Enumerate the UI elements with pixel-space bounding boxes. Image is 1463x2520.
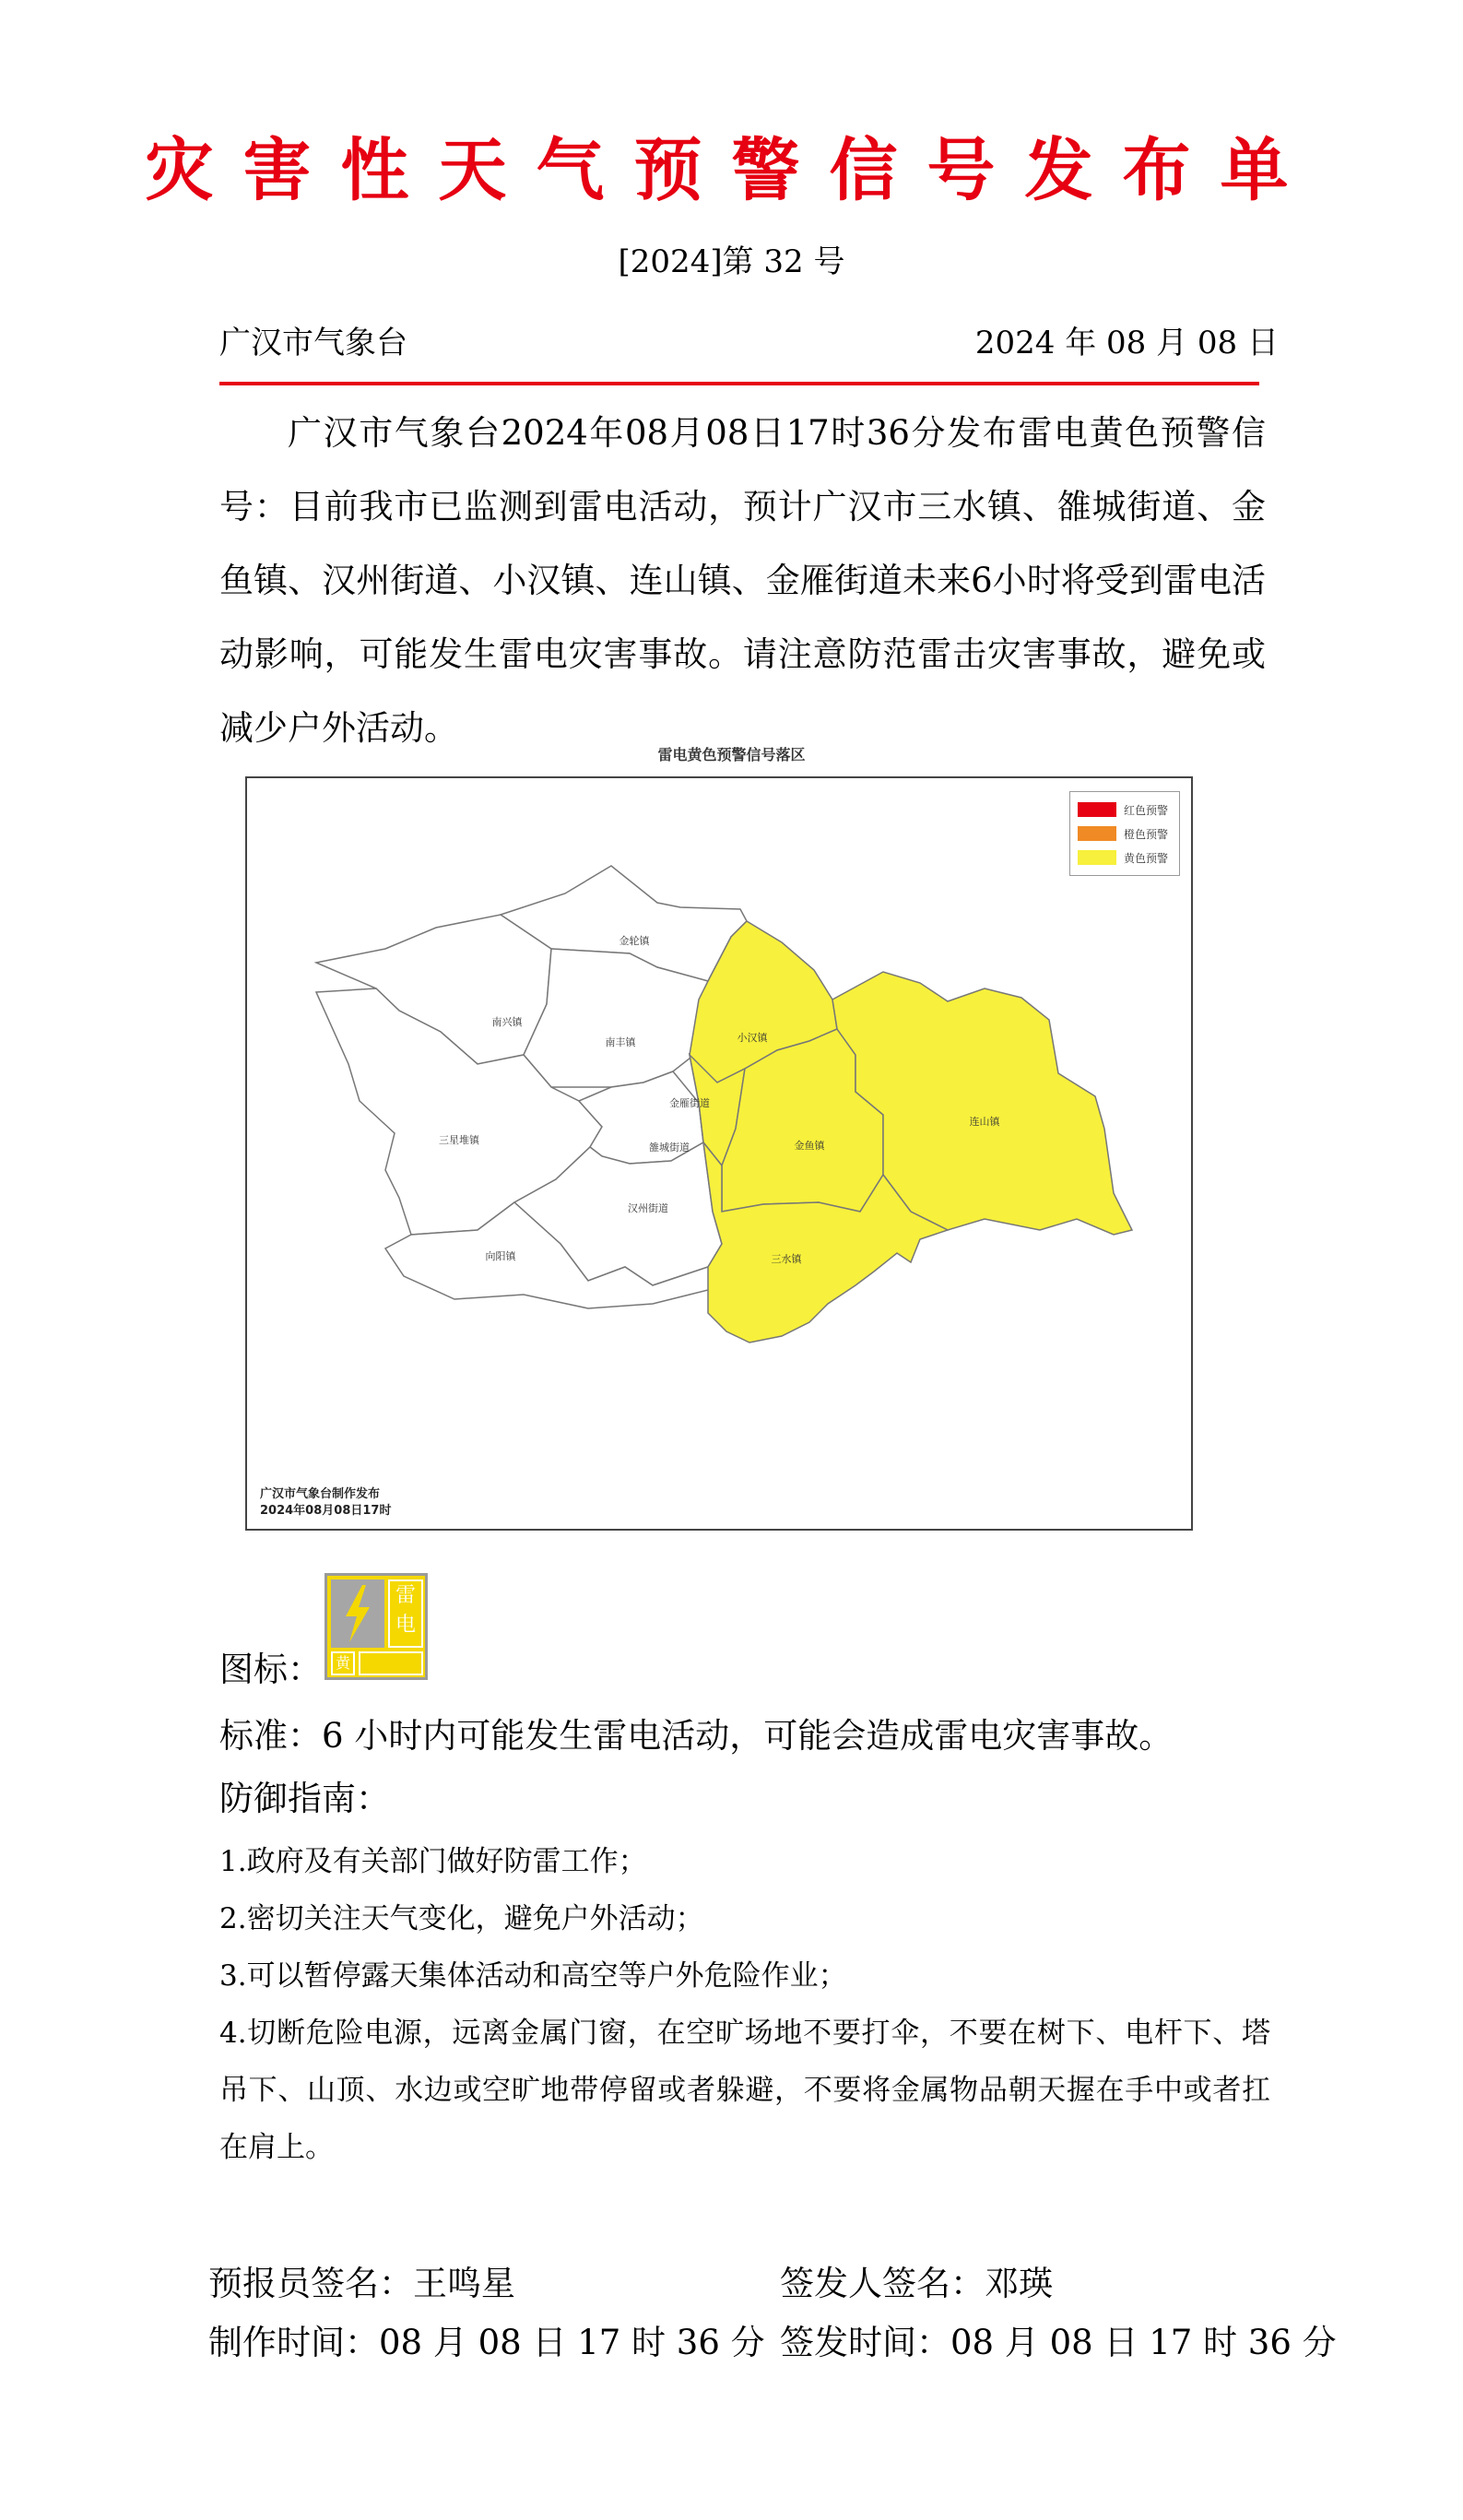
icon-level: 黄 (331, 1651, 355, 1675)
label-lianshan: 连山镇 (969, 1116, 1000, 1128)
standard-text: 标准：6 小时内可能发生雷电活动，可能会造成雷电灾害事故。 (219, 1716, 1174, 1756)
legend-swatch (1078, 850, 1116, 865)
label-jinyan: 金雁街道 (669, 1097, 710, 1109)
label-jinyu: 金鱼镇 (794, 1140, 825, 1152)
legend-item-orange (1078, 822, 1172, 846)
forecaster-name: 王鸣星 (413, 2264, 515, 2303)
map-legend (1069, 791, 1180, 876)
document-number: [2024]第 32 号 (618, 243, 845, 280)
label-hanzhou: 汉州街道 (628, 1202, 668, 1214)
map-credit-line2: 2024年08月08日17时 (260, 1504, 392, 1518)
lightning-warning-icon (324, 1573, 428, 1680)
made-time-value: 08 月 08 日 17 时 36 分 (379, 2323, 765, 2362)
label-jinlun: 金轮镇 (619, 935, 650, 947)
legend-label: 红色预警 (1124, 803, 1169, 817)
legend-item-yellow (1078, 846, 1172, 870)
label-nanxing: 南兴镇 (491, 1016, 523, 1028)
document-title: 灾害性天气预警信号发布单 (145, 131, 1318, 210)
legend-label: 黄色预警 (1124, 851, 1169, 865)
legend-swatch (1078, 802, 1116, 817)
forecaster-signature (208, 2261, 515, 2307)
legend-swatch (1078, 826, 1116, 841)
made-time (208, 2320, 765, 2366)
guide-title: 防御指南： (219, 1779, 390, 1818)
issued-time (780, 2320, 1337, 2366)
icon-bar (359, 1651, 423, 1675)
guide-list (219, 1833, 1270, 2176)
map-svg (247, 778, 1195, 1532)
label-sanshui: 三水镇 (771, 1253, 802, 1265)
map-credit-line1: 广汉市气象台制作发布 (260, 1487, 381, 1501)
guide-item: 2.密切关注天气变化，避免户外活动； (219, 1902, 704, 1935)
label-nanfeng: 南丰镇 (605, 1036, 636, 1048)
label-luocheng: 雒城街道 (649, 1142, 690, 1154)
issuer-label: 签发人签名： (780, 2264, 985, 2303)
warning-map (245, 776, 1193, 1531)
icon-label: 图标： (219, 1650, 322, 1689)
map-credit (260, 1486, 391, 1520)
issued-time-label: 签发时间： (780, 2323, 950, 2362)
issuer-sig-name: 邓瑛 (985, 2264, 1053, 2303)
header-divider (219, 382, 1259, 385)
made-time-label: 制作时间： (208, 2323, 379, 2362)
guide-item: 4.切断危险电源，远离金属门窗，在空旷场地不要打伞，不要在树下、电杆下、塔吊下、山顶、水边或空旷地带停留或者躲避，不要将金属物品朝天握在手中或者扛在肩上。 (219, 2017, 1270, 2164)
issuer-name: 广汉市气象台 (219, 325, 407, 361)
issuer-signature (780, 2261, 1053, 2307)
label-xiaohan: 小汉镇 (737, 1032, 768, 1044)
label-xiangyang: 向阳镇 (485, 1250, 516, 1262)
label-sanxingdui: 三星堆镇 (439, 1134, 479, 1146)
alert-regions (690, 921, 1132, 1343)
legend-label: 橙色预警 (1124, 827, 1169, 841)
issue-date: 2024 年 08 月 08 日 (974, 325, 1279, 361)
map-title: 雷电黄色预警信号落区 (657, 746, 806, 763)
forecaster-label: 预报员签名： (208, 2264, 413, 2303)
warning-paragraph: 广汉市气象台2024年08月08日17时36分发布雷电黄色预警信号：目前我市已监测到雷电活动，预计广汉市三水镇、雒城街道、金鱼镇、汉州街道、小汉镇、连山镇、金雁街道未来6小时将受到雷电活动影响，可能发生雷电灾害事故。请注意防范雷击灾害事故，避免或减少户外活动。 (219, 413, 1266, 748)
lightning-bolt-icon (331, 1579, 384, 1648)
guide-item: 3.可以暂停露天集体活动和高空等户外危险作业； (219, 1959, 847, 1993)
icon-text: 雷电 (388, 1579, 423, 1648)
legend-item-red (1078, 798, 1172, 822)
issued-time-value: 08 月 08 日 17 时 36 分 (950, 2323, 1337, 2362)
guide-item: 1.政府及有关部门做好防雷工作； (219, 1845, 647, 1878)
